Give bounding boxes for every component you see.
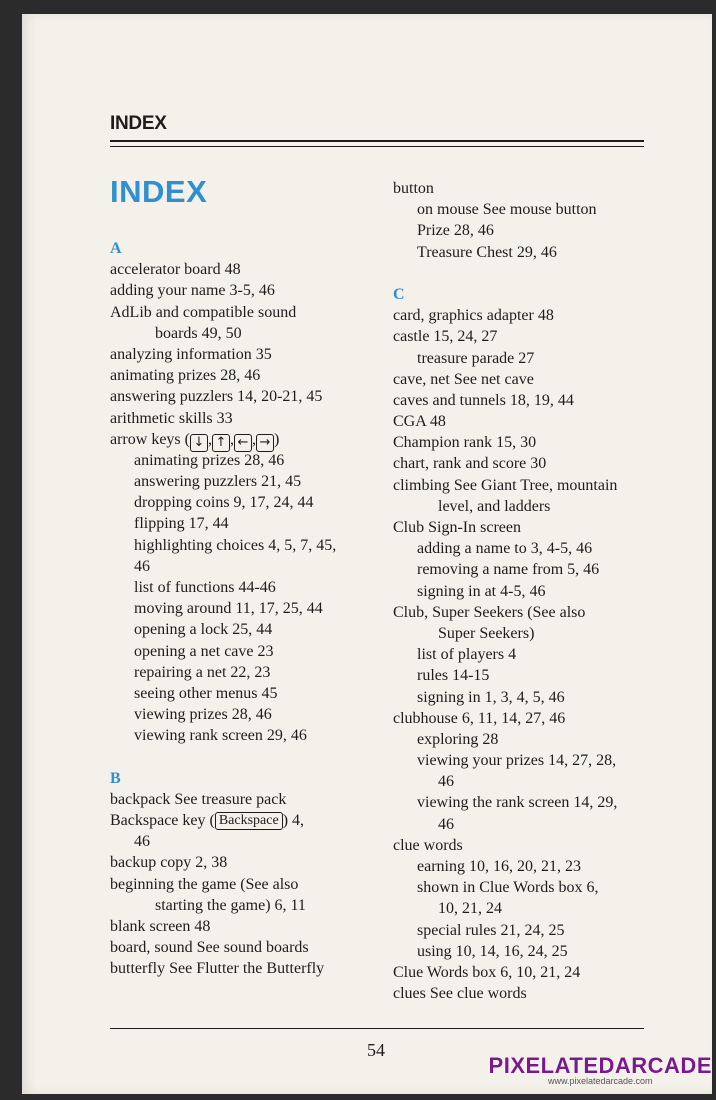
index-entry: Champion rank 15, 30 <box>393 434 537 452</box>
index-entry: backup copy 2, 38 <box>110 854 228 872</box>
index-subentry: rules 14-15 <box>417 667 490 685</box>
arrow-down-key-icon: ↓ <box>190 434 208 452</box>
index-entry: Club Sign-In screen <box>393 519 521 536</box>
index-subentry: exploring 28 <box>417 730 499 748</box>
index-subentry: 46 <box>438 815 454 833</box>
index-title: INDEX <box>110 174 208 209</box>
watermark-logo <box>489 1053 712 1086</box>
index-subentry: using 10, 14, 16, 24, 25 <box>417 942 568 960</box>
index-entry: Clue Words box 6, 10, 21, 24 <box>393 963 581 981</box>
index-subentry: flipping 17, 44 <box>134 515 229 533</box>
arrow-up-key-icon: ↑ <box>212 434 230 452</box>
index-column-left <box>110 238 370 980</box>
index-entry: answering puzzlers 14, 20-21, 45 <box>110 388 323 406</box>
index-entry: clubhouse 6, 11, 14, 27, 46 <box>393 709 566 727</box>
entry-text: arrow keys ( <box>110 430 190 448</box>
watermark-url: www.pixelatedarcade.com <box>547 1076 653 1086</box>
index-entry: castle 15, 24, 27 <box>393 328 498 346</box>
index-entry: accelerator board 48 <box>110 261 241 279</box>
section-gap <box>393 263 653 284</box>
index-subentry: Super Seekers) <box>438 624 535 642</box>
index-subentry: viewing your prizes 14, 27, 28, <box>417 752 617 770</box>
index-subentry: highlighting choices 4, 5, 7, 45, <box>134 536 337 554</box>
arrow-right-key-icon: → <box>256 434 274 452</box>
section-gap <box>110 747 370 768</box>
index-entry: adding your name 3-5, 46 <box>110 282 275 300</box>
index-entry: caves and tunnels 18, 19, 44 <box>393 391 574 409</box>
running-head: INDEX <box>110 113 167 134</box>
index-entry: clues See clue words <box>393 985 527 1003</box>
footer-rule <box>110 1028 644 1029</box>
index-subentry: viewing the rank screen 14, 29, <box>417 794 618 812</box>
index-entry: arithmetic skills 33 <box>110 409 233 427</box>
index-subentry: signing in at 4-5, 46 <box>417 582 546 600</box>
index-subentry: shown in Clue Words box 6, <box>417 879 599 897</box>
section-letter: A <box>110 240 122 257</box>
index-entry: Club, Super Seekers (See also <box>393 603 586 621</box>
index-entry: analyzing information 35 <box>110 345 272 363</box>
index-subentry: Prize 28, 46 <box>417 222 494 240</box>
watermark-title: PIXELATEDARCADE <box>488 1053 712 1078</box>
index-subentry: 46 <box>134 833 150 851</box>
index-column-right <box>393 178 653 1004</box>
book-page <box>22 14 712 1094</box>
index-entry: animating prizes 28, 46 <box>110 367 261 385</box>
index-subentry: answering puzzlers 21, 45 <box>134 473 302 491</box>
index-entry: butterfly See Flutter the Butterfly <box>110 960 325 978</box>
index-subentry: animating prizes 28, 46 <box>134 451 285 469</box>
index-subentry: 10, 21, 24 <box>438 900 502 918</box>
header-rule-thin <box>110 146 644 147</box>
index-subentry: treasure parade 27 <box>417 349 535 367</box>
section-letter: B <box>110 769 121 787</box>
index-subentry: list of players 4 <box>417 646 517 664</box>
index-entry: board, sound See sound boards <box>110 939 309 957</box>
index-entry: AdLib and compatible sound <box>110 303 297 321</box>
separator: , <box>229 430 234 448</box>
index-entry: clue words <box>393 836 463 854</box>
index-entry <box>110 810 370 831</box>
index-entry: card, graphics adapter 48 <box>393 307 554 325</box>
section-letter: C <box>393 285 405 303</box>
index-entry: backpack See treasure pack <box>110 790 287 808</box>
index-subentry: removing a name from 5, 46 <box>417 561 600 579</box>
header-rule <box>110 140 644 142</box>
arrow-left-key-icon: ← <box>234 434 252 452</box>
index-subentry: special rules 21, 24, 25 <box>417 921 565 939</box>
index-entry: CGA 48 <box>393 413 446 431</box>
index-entry: blank screen 48 <box>110 918 211 935</box>
entry-text: Backspace key ( <box>110 812 215 830</box>
index-subentry: level, and ladders <box>438 497 551 515</box>
index-subentry: starting the game) 6, 11 <box>155 896 306 914</box>
index-subentry: dropping coins 9, 17, 24, 44 <box>134 494 314 512</box>
index-subentry: viewing rank screen 29, 46 <box>134 727 307 745</box>
index-subentry: opening a lock 25, 44 <box>134 621 273 639</box>
separator: , <box>207 430 212 448</box>
index-subentry: viewing prizes 28, 46 <box>134 706 272 724</box>
index-subentry: Treasure Chest 29, 46 <box>417 243 557 261</box>
index-subentry: list of functions 44-46 <box>134 579 276 596</box>
index-subentry: earning 10, 16, 20, 21, 23 <box>417 858 581 875</box>
index-entry: cave, net See net cave <box>393 370 534 388</box>
index-subentry: opening a net cave 23 <box>134 642 274 660</box>
backspace-key-icon: Backspace <box>215 812 283 830</box>
separator: , <box>251 430 256 448</box>
index-entry: climbing See Giant Tree, mountain <box>393 476 618 494</box>
index-entry <box>110 429 370 450</box>
index-subentry: repairing a net 22, 23 <box>134 663 271 681</box>
entry-text: ) 4, <box>282 812 305 830</box>
index-subentry: boards 49, 50 <box>155 324 242 342</box>
index-subentry: moving around 11, 17, 25, 44 <box>134 600 323 618</box>
index-subentry: signing in 1, 3, 4, 5, 46 <box>417 688 565 706</box>
index-subentry: 46 <box>134 557 150 575</box>
index-entry: chart, rank and score 30 <box>393 455 547 473</box>
page-number: 54 <box>367 1040 385 1060</box>
index-subentry: seeing other menus 45 <box>134 684 278 702</box>
index-entry: button <box>393 180 434 197</box>
index-subentry: adding a name to 3, 4-5, 46 <box>417 540 593 558</box>
index-subentry: on mouse See mouse button <box>417 201 597 219</box>
entry-text: ) <box>273 430 280 448</box>
index-entry: beginning the game (See also <box>110 875 299 893</box>
index-subentry: 46 <box>438 773 454 791</box>
